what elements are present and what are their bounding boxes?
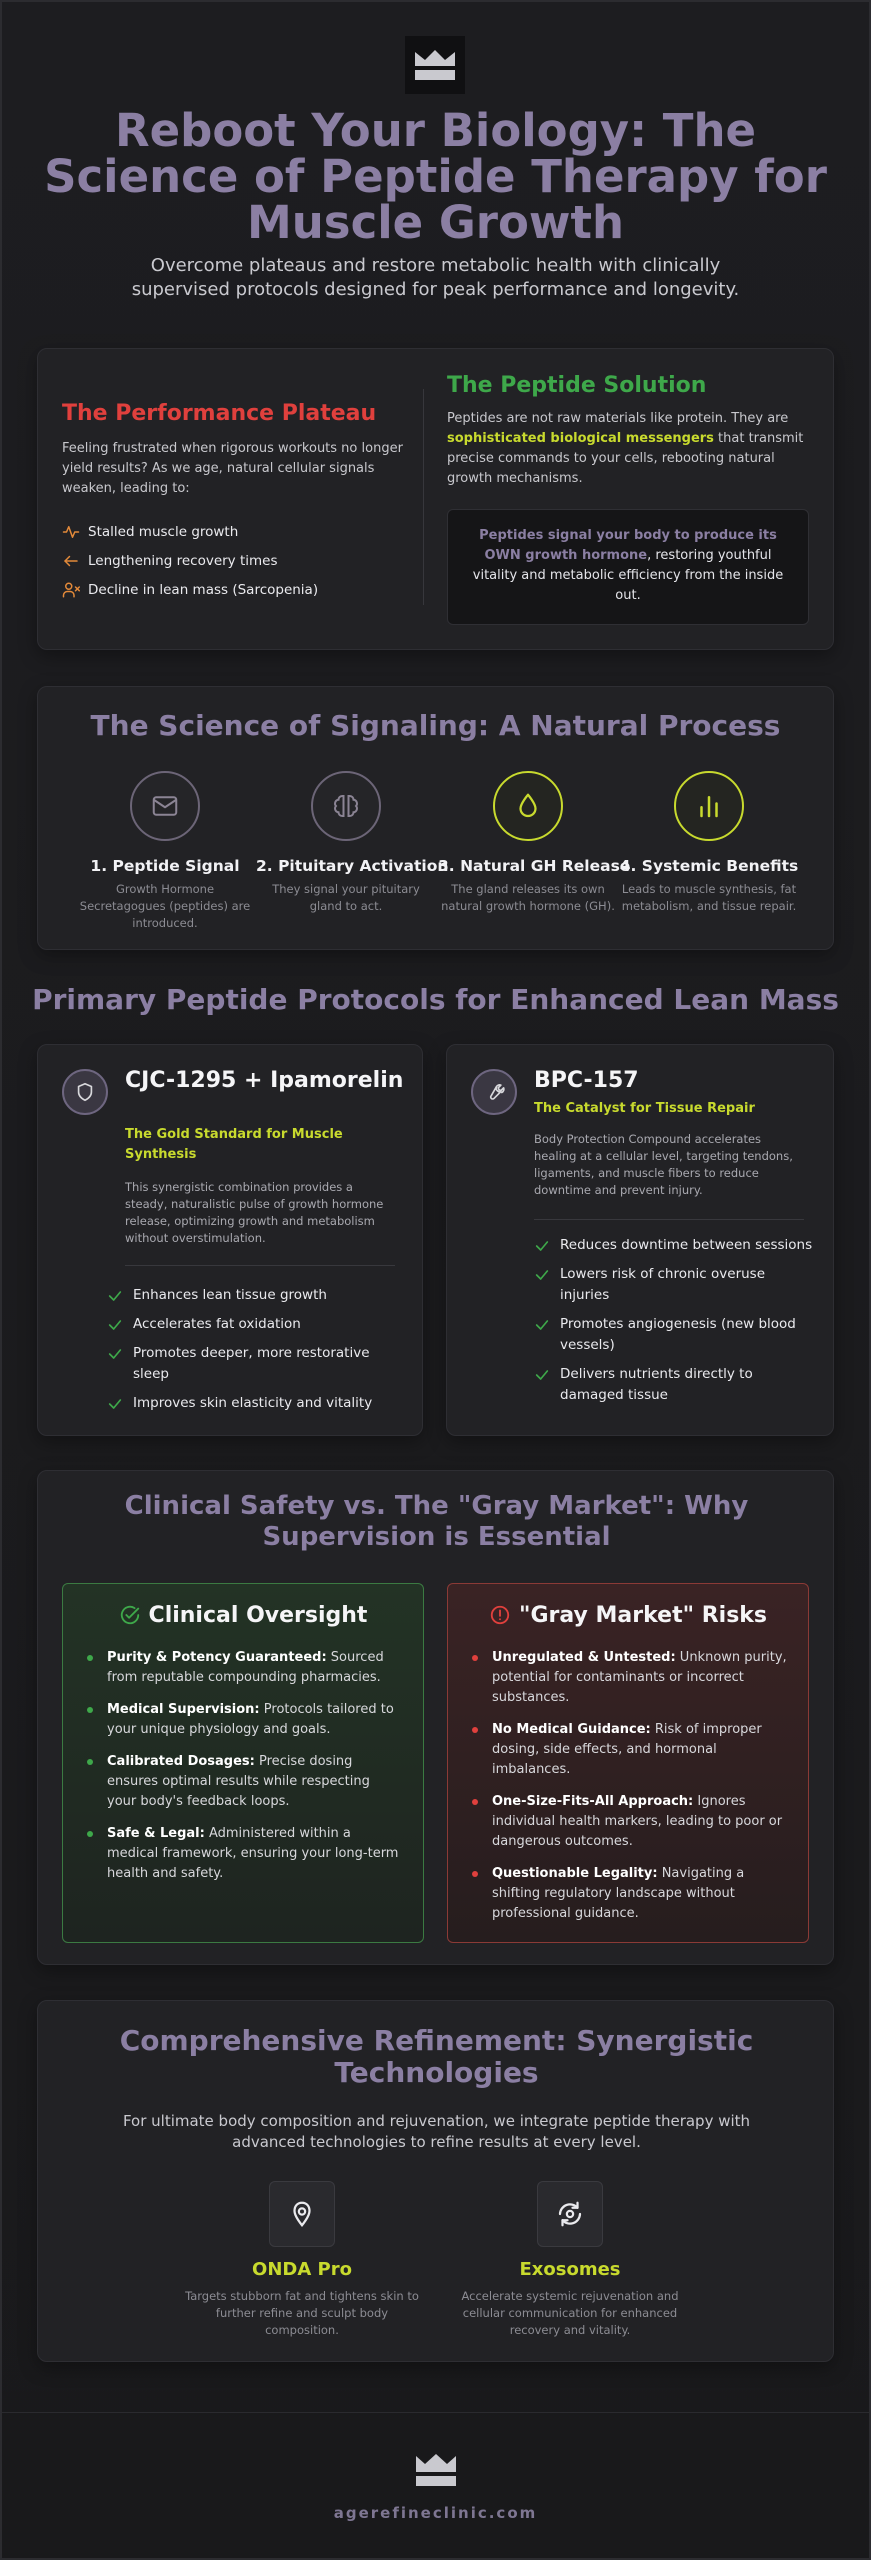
protocol-benefits <box>534 1235 814 1414</box>
bullet <box>87 1707 93 1713</box>
benefit-label: Accelerates fat oxidation <box>133 1316 301 1332</box>
benefit-label: Promotes deeper, more restorative sleep <box>133 1345 370 1382</box>
bullet <box>87 1759 93 1765</box>
item-bold: No Medical Guidance: <box>492 1722 651 1737</box>
clinical-item <box>83 1700 403 1740</box>
tech-desc: Accelerate systemic rejuvenation and cellular communication for enhanced recovery and vitality. <box>461 2289 679 2337</box>
item-text: Ignores individual health markers, leading to poor or dangerous outcomes. <box>492 1794 783 1849</box>
plateau-title: The Performance Plateau <box>62 401 377 426</box>
safety-card <box>37 1470 834 1965</box>
benefit-item <box>107 1393 387 1414</box>
bullet <box>472 1799 478 1805</box>
item-text: Sourced from reputable compounding pharmacies. <box>107 1650 384 1685</box>
bullet <box>87 1655 93 1661</box>
page-subtitle: Overcome plateaus and restore metabolic health with clinically supervised protocols designed for peak performance and longevity. <box>131 255 740 300</box>
solution-title: The Peptide Solution <box>447 373 707 398</box>
plateau-item-label: Lengthening recovery times <box>88 552 278 569</box>
tech-title: Exosomes <box>519 2259 621 2280</box>
step-title: 2. Pituitary Activation <box>256 857 449 875</box>
benefit-label: Promotes angiogenesis (new blood vessels) <box>560 1316 796 1353</box>
benefit-label: Enhances lean tissue growth <box>133 1287 327 1303</box>
droplet-icon <box>513 791 543 821</box>
step-item <box>75 771 255 932</box>
solution-highlight: sophisticated biological messengers <box>447 431 714 446</box>
tech-icon-box <box>537 2181 603 2247</box>
step-icon-circle <box>311 771 381 841</box>
footer-website-link[interactable]: agerefineclinic.com <box>333 2504 538 2522</box>
item-text: Navigating a shifting regulatory landscape without professional guidance. <box>492 1866 745 1921</box>
item-bold: Unregulated & Untested: <box>492 1650 676 1665</box>
step-title: 3. Natural GH Release <box>438 857 631 875</box>
step-desc: They signal your pituitary gland to act. <box>272 882 420 913</box>
bullet <box>87 1831 93 1837</box>
clinical-oversight-title: Clinical Oversight <box>148 1602 368 1628</box>
bullet <box>472 1655 478 1661</box>
protocol-subtitle: The Catalyst for Tissue Repair <box>534 1101 755 1116</box>
bullet <box>472 1871 478 1877</box>
protocol-card <box>37 1044 423 1436</box>
callout-text: , restoring youthful vitality and metabolic efficiency from the inside out. <box>472 548 784 603</box>
refinement-title: Comprehensive Refinement: Synergistic Technologies <box>119 2024 754 2089</box>
plateau-item-label: Stalled muscle growth <box>88 523 239 540</box>
footer-divider <box>2 2412 869 2413</box>
benefit-label: Reduces downtime between sessions <box>560 1237 813 1253</box>
check-circle-icon <box>119 1604 141 1626</box>
protocol-icon-circle <box>62 1069 108 1115</box>
shield-icon <box>74 1081 96 1103</box>
benefit-item <box>534 1314 814 1356</box>
protocol-desc: This synergistic combination provides a steady, naturalistic pulse of growth hormone release, optimizing growth and metabolism without overstimulation. <box>125 1180 384 1245</box>
bar-chart-icon <box>694 791 724 821</box>
item-bold: Medical Supervision: <box>107 1702 260 1717</box>
step-desc: The gland releases its own natural growth hormone (GH). <box>441 882 615 913</box>
arrow-left-icon <box>62 552 80 570</box>
item-text: Risk of improper dosing, side effects, and hormonal imbalances. <box>492 1722 762 1777</box>
benefit-item <box>534 1235 814 1256</box>
problem-solution-card <box>37 348 834 650</box>
protocol-title: CJC-1295 + Ipamorelin <box>125 1068 404 1093</box>
step-item <box>438 771 631 915</box>
clinical-item <box>83 1648 403 1688</box>
check-icon <box>534 1317 550 1333</box>
refinement-card <box>37 2000 834 2362</box>
solution-callout <box>447 509 809 625</box>
protocols-title: Primary Peptide Protocols for Enhanced Lean Mass <box>32 983 839 1016</box>
clinical-item <box>83 1824 403 1884</box>
clinic-logo <box>405 36 465 94</box>
bullet <box>472 1727 478 1733</box>
plateau-item <box>62 517 402 546</box>
step-title: 4. Systemic Benefits <box>619 857 799 875</box>
check-icon <box>107 1396 123 1412</box>
protocol-icon-circle <box>471 1069 517 1115</box>
protocol-benefits <box>107 1285 387 1422</box>
step-desc: Growth Hormone Secretagogues (peptides) are introduced. <box>79 882 251 930</box>
refinement-text: For ultimate body composition and rejuvenation, we integrate peptide therapy with advanced technologies to refine results at every level. <box>122 2112 751 2151</box>
signaling-card <box>37 686 834 950</box>
step-icon-circle <box>130 771 200 841</box>
step-icon-circle <box>674 771 744 841</box>
protocol-subtitle: The Gold Standard for Muscle Synthesis <box>125 1127 343 1162</box>
benefit-label: Improves skin elasticity and vitality <box>133 1395 373 1411</box>
brain-icon <box>331 791 361 821</box>
tech-title: ONDA Pro <box>252 2259 352 2280</box>
alert-circle-icon <box>489 1604 511 1626</box>
check-icon <box>534 1238 550 1254</box>
gray-item <box>468 1720 788 1780</box>
plateau-text: Feeling frustrated when rigorous workouts no longer yield results? As we age, natural cellular signals weaken, leading to: <box>62 441 403 496</box>
protocol-divider <box>534 1219 804 1220</box>
tech-icon-box <box>269 2181 335 2247</box>
protocol-card <box>446 1044 834 1436</box>
signaling-steps <box>38 771 835 941</box>
step-title: 1. Peptide Signal <box>90 857 240 875</box>
gray-market-heading <box>468 1598 788 1632</box>
step-item <box>619 771 799 915</box>
item-bold: Purity & Potency Guaranteed: <box>107 1650 327 1665</box>
check-icon <box>107 1317 123 1333</box>
benefit-label: Delivers nutrients directly to damaged tissue <box>560 1366 753 1403</box>
safety-title: Clinical Safety vs. The "Gray Market": Why Supervision is Essential <box>124 1491 749 1552</box>
benefit-label: Lowers risk of chronic overuse injuries <box>560 1266 766 1303</box>
plateau-list <box>62 517 402 604</box>
check-icon <box>534 1267 550 1283</box>
target-icon <box>287 2199 317 2229</box>
column-divider <box>423 389 424 605</box>
clinical-oversight-box <box>62 1583 424 1943</box>
gray-item <box>468 1648 788 1708</box>
protocol-divider <box>125 1265 395 1266</box>
item-bold: Safe & Legal: <box>107 1826 205 1841</box>
protocol-desc: Body Protection Compound accelerates healing at a cellular level, targeting tendons, ligaments, and muscle fibers to reduce downtime and prevent injury. <box>534 1132 793 1197</box>
check-icon <box>107 1288 123 1304</box>
benefit-item <box>534 1364 814 1406</box>
item-bold: One-Size-Fits-All Approach: <box>492 1794 694 1809</box>
item-text: Administered within a medical framework, ensuring your long-term health and safety. <box>107 1826 399 1881</box>
benefit-item <box>107 1343 387 1385</box>
item-bold: Questionable Legality: <box>492 1866 658 1881</box>
clinical-oversight-heading <box>83 1598 403 1632</box>
wrench-icon <box>483 1081 505 1103</box>
solution-text-part: that transmit precise commands to your cells, rebooting natural growth mechanisms. <box>447 431 804 486</box>
plateau-item-label: Decline in lean mass (Sarcopenia) <box>88 581 319 598</box>
footer-logo <box>414 2450 458 2490</box>
item-bold: Calibrated Dosages: <box>107 1754 255 1769</box>
plateau-item <box>62 575 402 604</box>
item-text: Unknown purity, potential for contaminants or incorrect substances. <box>492 1650 787 1705</box>
tech-desc: Targets stubborn fat and tightens skin to further refine and sculpt body composition. <box>185 2289 419 2337</box>
gray-market-box <box>447 1583 809 1943</box>
gray-item <box>468 1792 788 1852</box>
tech-item <box>450 2181 690 2339</box>
gray-market-title: "Gray Market" Risks <box>518 1602 768 1628</box>
item-text: Precise dosing ensures optimal results while respecting your body's feedback loops. <box>107 1754 370 1809</box>
solution-text <box>447 409 809 489</box>
page-title: Reboot Your Biology: The Science of Peptide Therapy for Muscle Growth <box>44 104 827 249</box>
protocol-title: BPC-157 <box>534 1068 639 1093</box>
tech-item <box>182 2181 422 2339</box>
check-icon <box>534 1367 550 1383</box>
plateau-item <box>62 546 402 575</box>
user-x-icon <box>62 581 80 599</box>
benefit-item <box>107 1314 387 1335</box>
step-item <box>256 771 449 915</box>
check-icon <box>107 1346 123 1362</box>
clinical-list <box>83 1648 403 1884</box>
step-desc: Leads to muscle synthesis, fat metabolism, and tissue repair. <box>621 882 797 913</box>
signaling-title: The Science of Signaling: A Natural Process <box>90 709 781 742</box>
cycle-icon <box>555 2199 585 2229</box>
item-text: Protocols tailored to your unique physiology and goals. <box>107 1702 394 1737</box>
solution-text-part: Peptides are not raw materials like protein. They are <box>447 411 789 426</box>
clinical-item <box>83 1752 403 1812</box>
benefit-item <box>107 1285 387 1306</box>
envelope-icon <box>150 791 180 821</box>
pulse-icon <box>62 523 80 541</box>
gray-list <box>468 1648 788 1924</box>
benefit-item <box>534 1264 814 1306</box>
gray-item <box>468 1864 788 1924</box>
callout-highlight: Peptides signal your body to produce its OWN growth hormone <box>479 528 777 563</box>
step-icon-circle <box>493 771 563 841</box>
